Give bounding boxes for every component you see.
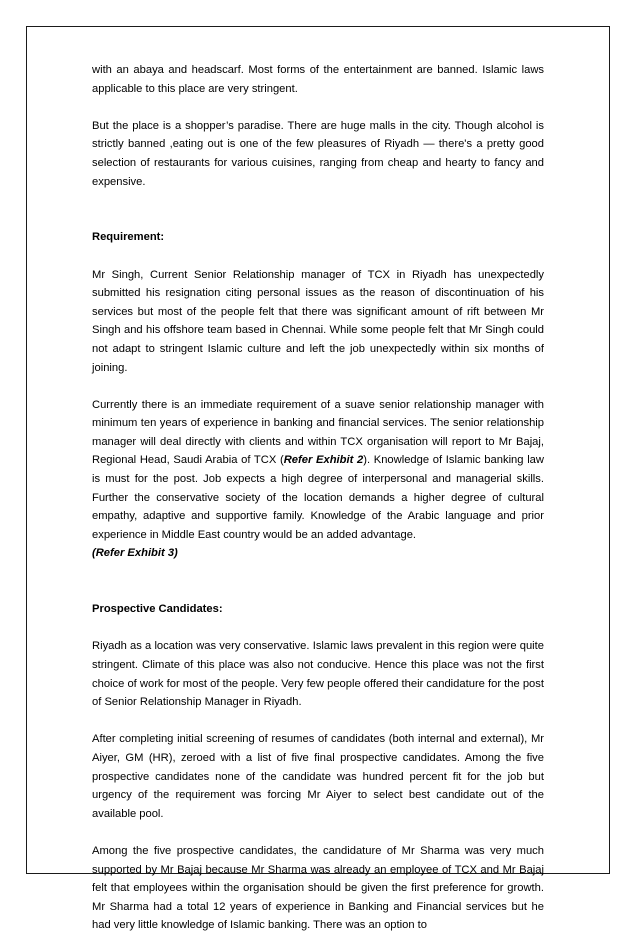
paragraph-mr-singh: Mr Singh, Current Senior Relationship manager of TCX in Riyadh has unexpectedly submitted his resignation citing personal issues as the reason of discontinuation of his services but most of the people felt that there was significant amount of rift between Mr Singh and his offshore team based in Chennai. While some people felt that Mr Singh could not adapt to stringent Islamic culture and left the job unexpectedly within six months of joining.	[92, 268, 544, 374]
paragraph-riyadh-location: Riyadh as a location was very conservative. Islamic laws prevalent in this region were quite stringent. Climate of this place was also not conducive. Hence this place was not the first choice of work for most of the people. Very few people offered their candidature for the post of Senior Relationship Manager in Riyadh.	[92, 640, 544, 709]
exhibit-3-reference: (Refer Exhibit 3)	[92, 547, 178, 560]
heading-requirement: Requirement:	[92, 231, 165, 244]
exhibit-2-reference: Refer Exhibit 2	[283, 454, 364, 467]
paragraph-mr-sharma: Among the five prospective candidates, the candidature of Mr Sharma was very much supported by Mr Bajaj because Mr Sharma was already an employee of TCX and Mr Bajaj felt that employees within the organisation should be given the first preference for growth. Mr Sharma had a total 12 years of experience in Banking and Financial services but he had very little knowledge of Islamic banking. There was an option to	[92, 844, 544, 932]
paragraph-dress-code: with an abaya and headscarf. Most forms of the entertainment are banned. Islamic laws applicable to this place are very stringent.	[92, 64, 544, 95]
paragraph-shopping: But the place is a shopper’s paradise. There are huge malls in the city. Though alcohol is strictly banned ,eating out is one of the few pleasures of Riyadh — there's a pretty good selection of restaurants for various cuisines, ranging from cheap and hearty to fancy and expensive.	[92, 119, 544, 188]
requirement-text-b: ). Knowledge of Islamic banking law is must for the post. Job expects a high degree of interpersonal and managerial skills. Further the conservative society of the location demands a higher degree of cultural empathy, adaptive and supportive family. Knowledge of the Arabic language and prior experience in Middle East country would be an added advantage.	[92, 454, 544, 541]
heading-prospective-candidates: Prospective Candidates:	[92, 603, 223, 616]
document-body	[92, 61, 544, 935]
requirement-text-a: Currently there is an immediate requirement of a suave senior relationship manager with minimum ten years of experience in banking and financial services. The senior relationship manager will deal directly with clients and within TCX organisation will report to Mr Bajaj, Regional Head, Saudi Arabia of TCX (	[92, 398, 544, 467]
paragraph-requirement-details	[92, 396, 544, 545]
paragraph-screening: After completing initial screening of resumes of candidates (both internal and external), Mr Aiyer, GM (HR), zeroed with a list of five final prospective candidates. Among the five prospective candidates none of the candidate was hundred percent fit for the job but urgency of the requirement was forcing Mr Aiyer to select best candidate out of the available pool.	[92, 733, 544, 820]
